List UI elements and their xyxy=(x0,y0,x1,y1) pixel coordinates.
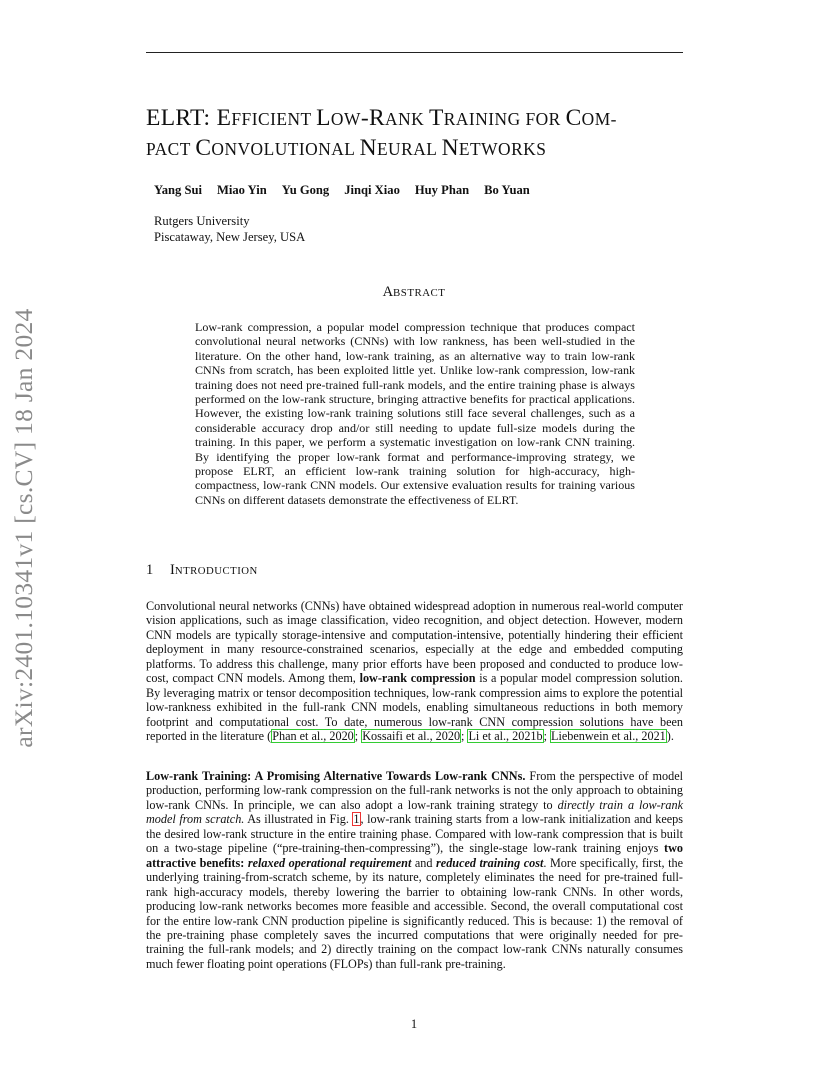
title-part: ANK xyxy=(385,110,430,129)
title-part: OW xyxy=(330,110,361,129)
author-name: Yang Sui xyxy=(154,183,202,197)
abstract-heading xyxy=(0,284,828,301)
bold-term: low-rank compression xyxy=(359,671,476,686)
bold-italic-term: relaxed operational requirement xyxy=(247,855,412,870)
affiliation-location: Piscataway, New Jersey, USA xyxy=(154,230,306,244)
title-part: ELRT: E xyxy=(146,105,232,131)
citation-link[interactable]: Kossaifi et al., 2020 xyxy=(362,729,461,744)
text-run: ; xyxy=(354,729,362,744)
abstract-text: Low-rank compression, a popular model compression technique that produces compact convolutional neural networks (CNNs) with low rankness, has been well-studied in the literature. On the other hand, low-rank training, as an alternative way to train low-rank CNNs from scratch, has been exploited little yet. Unlike low-rank compression, low-rank training does not need pre-trained full-rank models, and the entire training phase is always performed on the low-rank structure, bringing attractive benefits for practical applications. However, the existing low-rank training solutions still face several challenges, such as a considerable accuracy drop and/or still needing to update full-size models during the training. In this paper, we perform a systematic investigation on low-rank CNN training. By identifying the proper low-rank format and performance-improving strategy, we propose ELRT, an efficient low-rank training solution for high-accuracy, high-compactness, low-rank CNN models. Our extensive evaluation results for training various CNNs on different datasets demonstrate the effectiveness of ELRT. xyxy=(195,320,635,507)
affiliation-institution: Rutgers University xyxy=(154,214,250,228)
text-run: , low-rank training starts from a low-rank initialization and keeps the desired low-rank structure in the entire training phase. Compared with low-rank compression that is built on a two-stage pipeline (“pre-training-then-compressing”), the single-stage low-rank training enjoys xyxy=(146,812,683,856)
title-part: PACT xyxy=(146,140,196,159)
author-name: Jinqi Xiao xyxy=(344,183,400,197)
title-part: N xyxy=(359,135,377,161)
bold-italic-term: reduced training cost xyxy=(436,855,544,870)
text-run: As illustrated in Fig. xyxy=(244,812,353,827)
section-title-rest: NTRODUCTION xyxy=(174,565,258,577)
title-part: - xyxy=(610,110,617,129)
title-part: ONVOLUTIONAL xyxy=(211,140,360,159)
text-run: and xyxy=(411,855,437,870)
title-part: N xyxy=(441,135,459,161)
title-part: T xyxy=(429,105,444,131)
author-name: Huy Phan xyxy=(414,183,470,197)
title-part: C xyxy=(195,135,212,161)
text-run: ). xyxy=(666,729,674,744)
author-name: Bo Yuan xyxy=(484,183,530,197)
title-part: L xyxy=(316,105,331,131)
text-run: ; xyxy=(543,729,551,744)
section-heading xyxy=(146,562,258,579)
text-run: From the perspective of model production, performing low-rank compression on the full-rank networks is not the only approach to obtaining low-rank CNNs. In principle, we can also adopt a low-rank training strategy to xyxy=(146,769,683,812)
paper-title xyxy=(146,104,686,164)
intro-paragraph-2 xyxy=(146,769,683,971)
text-run: is a popular model compression solution. By leveraging matrix or tensor decomposition techniques, low-rank compression aims to explore the potential low-rankness exhibited in the full-rank CNN models, enabling simultaneous reductions in both memory footprint and computational cost. To date, numerous low-rank CNN compression solutions have been reported in the literature ( xyxy=(146,671,683,744)
page-number: 1 xyxy=(410,1017,418,1031)
title-part: OM xyxy=(581,110,611,129)
author-name: Miao Yin xyxy=(216,183,267,197)
title-part: RAINING FOR xyxy=(443,110,566,129)
citation-link[interactable]: Phan et al., 2020 xyxy=(272,729,354,744)
title-part: EURAL xyxy=(376,140,442,159)
arxiv-stamp-text: arXiv:2401.10341v1 [cs.CV] 18 Jan 2024 xyxy=(9,308,38,748)
section-title-initial: I xyxy=(170,562,175,578)
text-run: . More specifically, first, the underlying training-from-scratch scheme, by its nature, completely eliminates the need for pre-trained full-rank high-accuracy models, thereby lowering the barrier to obtaining low-rank CNNs. In other words, producing low-rank networks becomes more feasible and accessible. Second, the overall computational cost for the entire low-rank CNN production pipeline is significantly reduced. This is because: 1) the removal of the pre-training phase completely saves the incurred computations that were originally needed for pre-training the full-rank models; and 2) directly training on the compact low-rank CNNs naturally consumes much fewer floating point operations (FLOPs) than full-rank pre-training. xyxy=(146,855,683,971)
citation-link[interactable]: Liebenwein et al., 2021 xyxy=(551,729,666,744)
text-run: Convolutional neural networks (CNNs) have obtained widespread adoption in numerous real-world computer vision applications, such as image classification, video recognition, and object detection. However, modern CNN models are typically storage-intensive and computation-intensive, potentially hindering their efficient deployment in many resource-constrained scenarios, especially at the edge and embedded computing platforms. To address this challenge, many prior efforts have been proposed and conducted to produce low-cost, compact CNN models. Among them, xyxy=(146,599,683,686)
title-part: C xyxy=(565,105,582,131)
section-number: 1 xyxy=(146,562,154,578)
figure-link[interactable]: 1 xyxy=(353,812,360,827)
author-list xyxy=(154,183,545,198)
top-rule xyxy=(146,52,683,53)
affiliation xyxy=(154,213,305,245)
title-part: ETWORKS xyxy=(458,140,547,159)
text-run: ; xyxy=(461,729,468,744)
title-part: FFICIENT xyxy=(231,110,317,129)
title-part: -R xyxy=(360,105,386,131)
italic-phrase: directly train a low-rank model from scratch. xyxy=(146,797,683,827)
abstract-heading-initial: A xyxy=(382,284,394,300)
intro-paragraph-1 xyxy=(146,599,683,744)
citation-link[interactable]: Li et al., 2021b xyxy=(468,729,543,744)
author-name: Yu Gong xyxy=(281,183,330,197)
abstract-heading-rest: BSTRACT xyxy=(393,287,446,299)
bold-term: two attractive benefits: xyxy=(146,841,683,870)
paragraph-heading: Low-rank Training: A Promising Alternative Towards Low-rank CNNs. xyxy=(146,769,526,783)
